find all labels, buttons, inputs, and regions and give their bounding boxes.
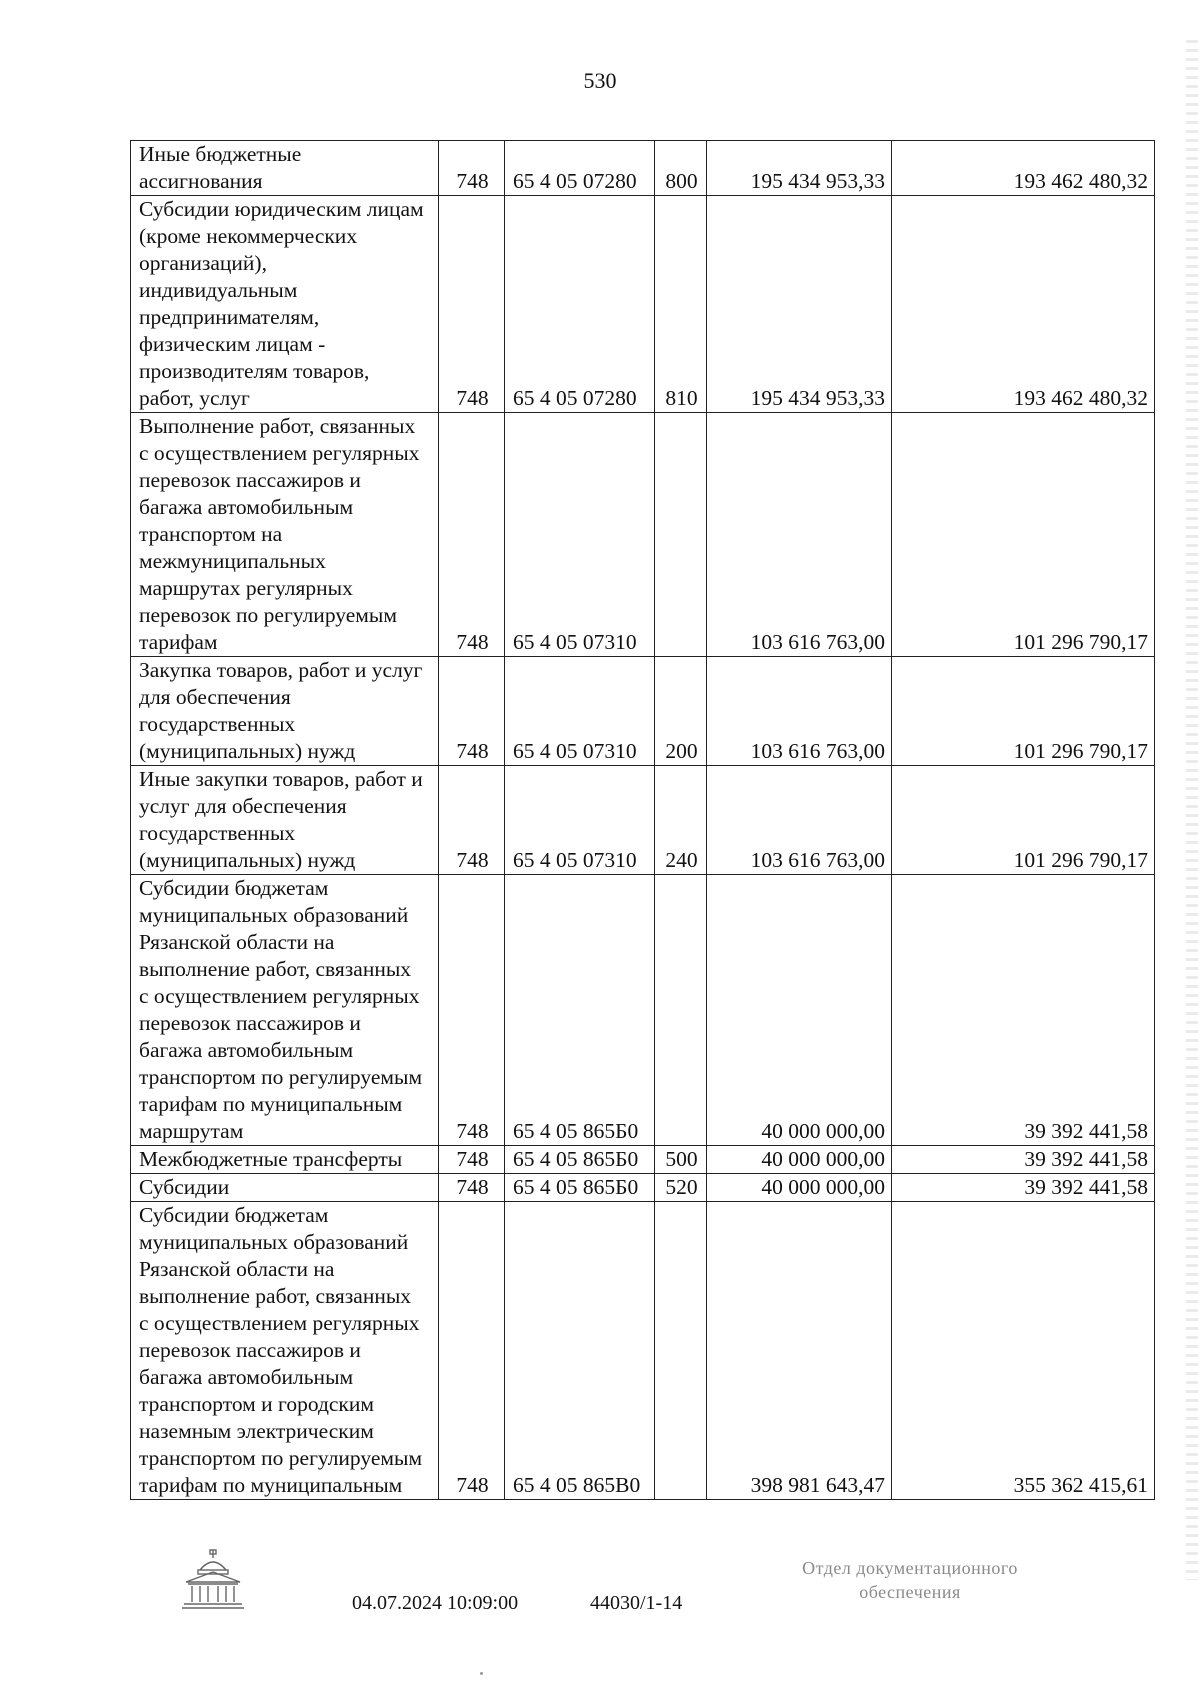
cell-plan: 40 000 000,00 [707, 1146, 892, 1174]
table-row [131, 1146, 1155, 1174]
scan-speck [480, 1672, 483, 1675]
cell-fact: 101 296 790,17 [892, 413, 1155, 657]
cell-fact: 39 392 441,58 [892, 1174, 1155, 1202]
budget-table [130, 140, 1155, 1500]
cell-plan: 40 000 000,00 [707, 1174, 892, 1202]
cell-grbs: 748 [439, 766, 505, 875]
table-row [131, 413, 1155, 657]
cell-name: Субсидии бюджетам муниципальных образований Рязанской области на выполнение работ, связанных с осуществлением регулярных перевозок пассажиров и багажа автомобильным транспортом и городским наземным электрическим транспортом по регулируемым тарифам по муниципальным [131, 1202, 439, 1500]
duma-building-icon [180, 1548, 246, 1614]
cell-vr: 500 [655, 1146, 707, 1174]
cell-plan: 103 616 763,00 [707, 413, 892, 657]
table-row [131, 657, 1155, 766]
cell-csr: 65 4 05 07280 [505, 196, 655, 413]
cell-plan: 103 616 763,00 [707, 657, 892, 766]
cell-csr: 65 4 05 07280 [505, 141, 655, 196]
cell-grbs: 748 [439, 196, 505, 413]
budget-table-body [131, 141, 1155, 1500]
cell-fact: 355 362 415,61 [892, 1202, 1155, 1500]
cell-name: Выполнение работ, связанных с осуществлением регулярных перевозок пассажиров и багажа автомобильным транспортом на межмуниципальных маршрутах регулярных перевозок по регулируемым тарифам [131, 413, 439, 657]
cell-grbs: 748 [439, 413, 505, 657]
cell-csr: 65 4 05 865В0 [505, 1202, 655, 1500]
cell-vr: 800 [655, 141, 707, 196]
cell-csr: 65 4 05 07310 [505, 657, 655, 766]
cell-csr: 65 4 05 07310 [505, 413, 655, 657]
cell-plan: 398 981 643,47 [707, 1202, 892, 1500]
cell-csr: 65 4 05 865Б0 [505, 1146, 655, 1174]
cell-vr: 520 [655, 1174, 707, 1202]
table-row [131, 1202, 1155, 1500]
table-row [131, 875, 1155, 1146]
cell-fact: 101 296 790,17 [892, 657, 1155, 766]
table-row [131, 766, 1155, 875]
stamp-line-2: обеспечения [859, 1582, 961, 1602]
table-row [131, 141, 1155, 196]
footer-date: 04.07.2024 10:09:00 [352, 1592, 519, 1614]
cell-vr [655, 875, 707, 1146]
cell-grbs: 748 [439, 875, 505, 1146]
cell-fact: 101 296 790,17 [892, 766, 1155, 875]
cell-name: Субсидии юридическим лицам (кроме некоммерческих организаций), индивидуальным предпринимателям, физическим лицам - производителям товаров, работ, услуг [131, 196, 439, 413]
cell-plan: 40 000 000,00 [707, 875, 892, 1146]
cell-name: Субсидии [131, 1174, 439, 1202]
cell-name: Межбюджетные трансферты [131, 1146, 439, 1174]
cell-csr: 65 4 05 865Б0 [505, 875, 655, 1146]
cell-vr: 200 [655, 657, 707, 766]
table-row [131, 196, 1155, 413]
cell-grbs: 748 [439, 657, 505, 766]
cell-grbs: 748 [439, 1146, 505, 1174]
stamp-line-1: Отдел документационного [802, 1558, 1018, 1578]
cell-name: Иные бюджетные ассигнования [131, 141, 439, 196]
cell-vr: 240 [655, 766, 707, 875]
cell-grbs: 748 [439, 1202, 505, 1500]
cell-vr: 810 [655, 196, 707, 413]
cell-name: Закупка товаров, работ и услуг для обеспечения государственных (муниципальных) нужд [131, 657, 439, 766]
cell-fact: 193 462 480,32 [892, 196, 1155, 413]
cell-fact: 39 392 441,58 [892, 875, 1155, 1146]
cell-vr [655, 1202, 707, 1500]
cell-plan: 195 434 953,33 [707, 141, 892, 196]
cell-csr: 65 4 05 865Б0 [505, 1174, 655, 1202]
footer-doc-number: 44030/1-14 [590, 1592, 683, 1614]
cell-plan: 195 434 953,33 [707, 196, 892, 413]
cell-csr: 65 4 05 07310 [505, 766, 655, 875]
cell-grbs: 748 [439, 141, 505, 196]
cell-name: Субсидии бюджетам муниципальных образований Рязанской области на выполнение работ, связанных с осуществлением регулярных перевозок пассажиров и багажа автомобильным транспортом по регулируемым тарифам по муниципальным маршрутам [131, 875, 439, 1146]
department-stamp [760, 1556, 1060, 1604]
table-row [131, 1174, 1155, 1202]
cell-fact: 39 392 441,58 [892, 1146, 1155, 1174]
cell-plan: 103 616 763,00 [707, 766, 892, 875]
scan-edge-noise [1186, 40, 1198, 1580]
cell-grbs: 748 [439, 1174, 505, 1202]
cell-vr [655, 413, 707, 657]
cell-name: Иные закупки товаров, работ и услуг для обеспечения государственных (муниципальных) нужд [131, 766, 439, 875]
cell-fact: 193 462 480,32 [892, 141, 1155, 196]
page-number: 530 [583, 68, 617, 93]
